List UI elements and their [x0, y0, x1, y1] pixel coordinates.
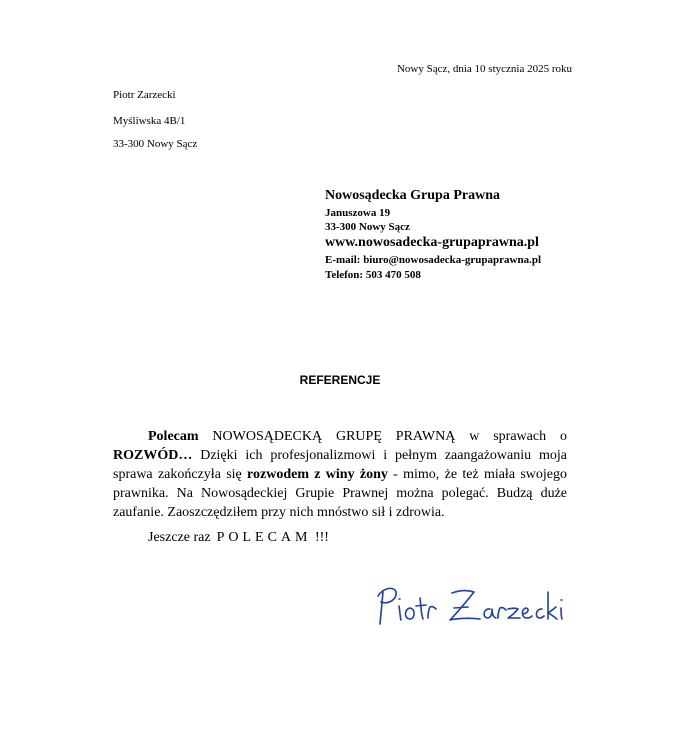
- document-title: REFERENCJE: [299, 373, 381, 387]
- recipient-street: Januszowa 19: [325, 207, 391, 219]
- body-text-c: - mimo, że też miała swojego prawnika. Na Nowosądeckiej Grupie Prawnej można polegać. Budzą duże zaufanie. Zaoszczędziłem przy nich mnóstwo sił i zdrowia.: [113, 467, 567, 520]
- handwritten-signature: [370, 580, 570, 630]
- closing-suffix: !!!: [311, 530, 329, 545]
- place-date: Nowy Sącz, dnia 10 stycznia 2025 roku: [396, 63, 572, 75]
- recipient-website: www.nowosadecka-grupaprawna.pl: [325, 235, 539, 250]
- closing-prefix: Jeszcze raz: [148, 530, 211, 545]
- recipient-phone: Telefon: 503 470 508: [325, 269, 421, 281]
- body-text-b: Dzięki ich profesjonalizmowi i pełnym zaangażowaniu moja sprawa zakończyła się: [113, 448, 567, 482]
- closing-line: [148, 530, 329, 546]
- sender-name: Piotr Zarzecki: [113, 89, 176, 101]
- body-bold-wina: rozwodem z winy żony: [247, 467, 388, 482]
- body-paragraph: [113, 427, 567, 522]
- sender-city: 33-300 Nowy Sącz: [113, 138, 198, 150]
- recipient-email: E-mail: biuro@nowosadecka-grupaprawna.pl: [325, 254, 542, 266]
- closing-spaced: POLECAM: [216, 530, 312, 545]
- body-bold-rozwod: ROZWÓD…: [113, 448, 193, 463]
- sender-street: Myśliwska 4B/1: [113, 115, 186, 127]
- recipient-city: 33-300 Nowy Sącz: [325, 221, 410, 233]
- body-text-a: NOWOSĄDECKĄ GRUPĘ PRAWNĄ w sprawach o: [198, 429, 567, 444]
- recipient-name: Nowosądecka Grupa Prawna: [325, 188, 501, 203]
- body-bold-polecam: Polecam: [148, 429, 199, 444]
